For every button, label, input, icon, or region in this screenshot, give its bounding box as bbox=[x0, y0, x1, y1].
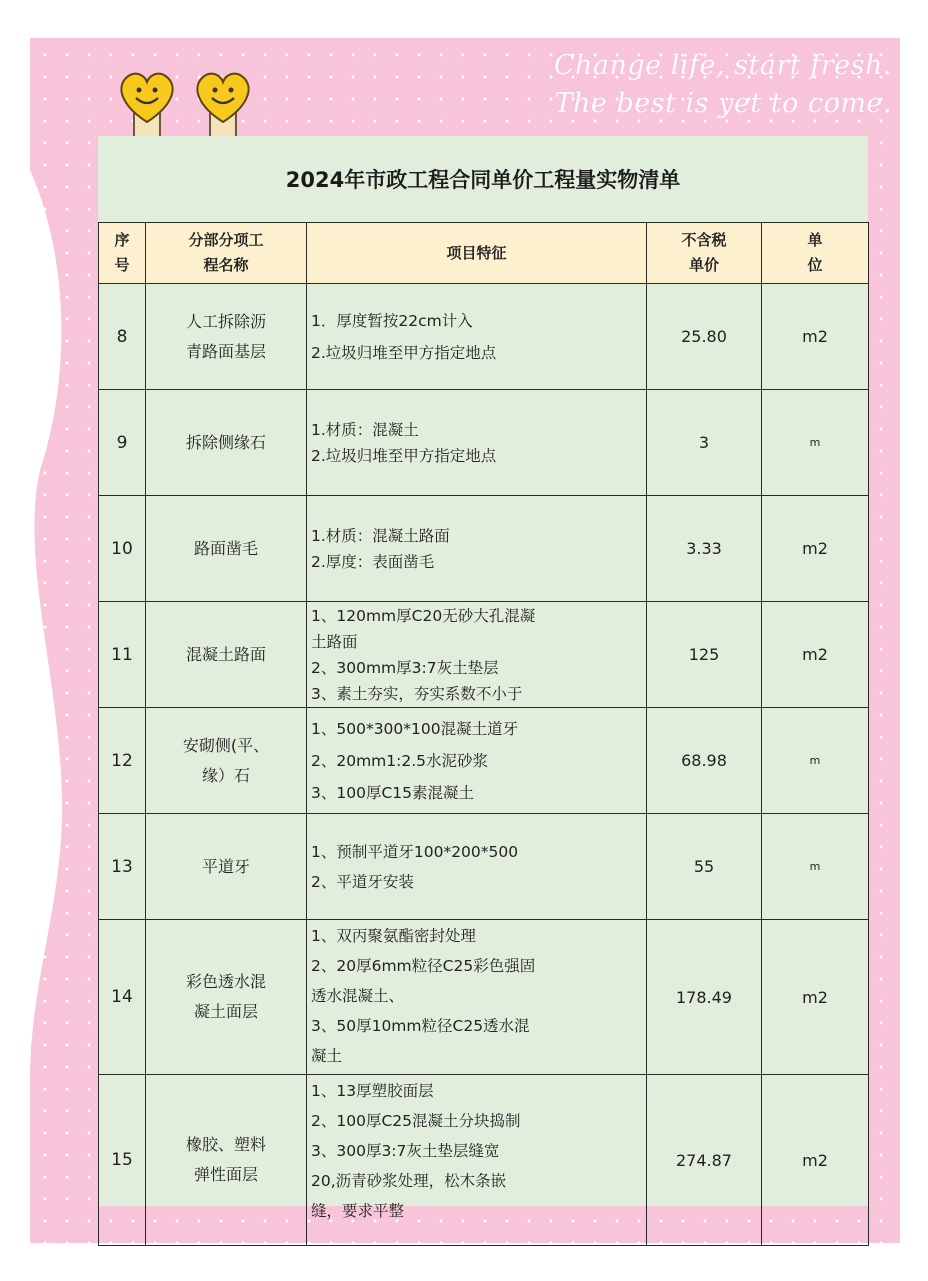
cell-no: 14 bbox=[99, 920, 146, 1075]
header-name-line: 分部分项工 bbox=[188, 231, 264, 249]
name-line: 青路面基层 bbox=[185, 341, 266, 361]
feature-line: 2、100厚C25混凝土分块捣制 bbox=[311, 1112, 521, 1130]
header-price-line: 单价 bbox=[688, 256, 719, 274]
cell-price: 274.87 bbox=[647, 1075, 762, 1246]
name-line: 弹性面层 bbox=[193, 1165, 258, 1184]
feature-line: 2、20厚6mm粒径C25彩色强固 bbox=[311, 957, 536, 975]
table-row bbox=[99, 1075, 869, 1246]
cell-no: 8 bbox=[99, 284, 146, 390]
cell-price: 68.98 bbox=[647, 708, 762, 814]
price-list-sheet bbox=[98, 136, 868, 1220]
feature-line: 2.垃圾归堆至甲方指定地点 bbox=[311, 446, 497, 465]
feature-line: 1．厚度暂按22cm计入 bbox=[311, 311, 473, 330]
smiley-heart-icon bbox=[188, 66, 258, 146]
cell-unit: m2 bbox=[762, 496, 869, 602]
table-row bbox=[99, 284, 869, 390]
cell-feature bbox=[307, 708, 647, 814]
name-line: 缘）石 bbox=[201, 765, 250, 785]
table-row bbox=[99, 814, 869, 920]
feature-line: 1、120mm厚C20无砂大孔混凝 bbox=[311, 606, 536, 625]
feature-line: 2、平道牙安装 bbox=[311, 872, 414, 891]
cell-name bbox=[146, 814, 307, 920]
name-line: 人工拆除沥 bbox=[185, 311, 266, 331]
cell-no: 15 bbox=[99, 1075, 146, 1246]
cell-price: 125 bbox=[647, 602, 762, 708]
cell-name bbox=[146, 496, 307, 602]
cell-no: 9 bbox=[99, 390, 146, 496]
feature-line: 1、500*300*100混凝土道牙 bbox=[311, 719, 519, 738]
feature-line: 3、100厚C15素混凝土 bbox=[311, 783, 474, 802]
name-line: 路面凿毛 bbox=[193, 538, 258, 558]
feature-line: 凝土 bbox=[311, 1047, 343, 1065]
feature-line: 2.厚度：表面凿毛 bbox=[311, 552, 435, 571]
cell-feature bbox=[307, 1075, 647, 1246]
header-name-line: 程名称 bbox=[203, 256, 249, 274]
cell-no: 13 bbox=[99, 814, 146, 920]
cell-unit: m2 bbox=[762, 284, 869, 390]
feature-line: 透水混凝土、 bbox=[311, 987, 405, 1005]
header-no-line: 序 bbox=[114, 231, 130, 249]
table-row bbox=[99, 920, 869, 1075]
feature-line: 缝，要求平整 bbox=[311, 1202, 405, 1220]
name-line: 橡胶、塑料 bbox=[185, 1135, 266, 1154]
name-line: 混凝土路面 bbox=[185, 644, 266, 664]
slogan-line-1: Change life, start fresh. bbox=[553, 50, 892, 81]
name-line: 安砌侧(平、 bbox=[182, 735, 270, 755]
cell-name bbox=[146, 390, 307, 496]
feature-line: 1、双丙聚氨酯密封处理 bbox=[311, 927, 476, 945]
cell-feature bbox=[307, 390, 647, 496]
header-no bbox=[99, 223, 146, 284]
feature-line: 3、素土夯实，夯实系数不小于 bbox=[311, 684, 523, 703]
feature-line: 20,沥青砂浆处理，松木条嵌 bbox=[311, 1172, 507, 1190]
cell-name bbox=[146, 1075, 307, 1246]
cell-unit: m bbox=[762, 708, 869, 814]
header-unit-line: 单 bbox=[807, 231, 823, 249]
cell-name bbox=[146, 284, 307, 390]
cell-no: 11 bbox=[99, 602, 146, 708]
price-table bbox=[98, 222, 869, 1246]
header-unit bbox=[762, 223, 869, 284]
name-line: 平道牙 bbox=[201, 856, 250, 876]
table-row bbox=[99, 602, 869, 708]
cell-feature bbox=[307, 814, 647, 920]
cell-price: 25.80 bbox=[647, 284, 762, 390]
name-line: 凝土面层 bbox=[193, 1002, 258, 1021]
feature-line: 1、13厚塑胶面层 bbox=[311, 1082, 434, 1100]
table-row bbox=[99, 496, 869, 602]
sheet-title: 2024年市政工程合同单价工程量实物清单 bbox=[98, 136, 868, 223]
cell-no: 10 bbox=[99, 496, 146, 602]
feature-line: 2、300mm厚3:7灰土垫层 bbox=[311, 658, 499, 677]
slogan-line-2: The best is yet to come. bbox=[554, 88, 892, 119]
cell-unit: m bbox=[762, 390, 869, 496]
cell-unit: m2 bbox=[762, 920, 869, 1075]
header-unit-line: 位 bbox=[807, 256, 823, 274]
smiley-heart-icon bbox=[112, 66, 182, 146]
header-price bbox=[647, 223, 762, 284]
cell-unit: m2 bbox=[762, 1075, 869, 1246]
header-price-line: 不含税 bbox=[681, 231, 727, 249]
cell-feature bbox=[307, 920, 647, 1075]
cell-price: 3.33 bbox=[647, 496, 762, 602]
feature-line: 1、预制平道牙100*200*500 bbox=[311, 842, 519, 861]
cell-price: 55 bbox=[647, 814, 762, 920]
feature-line: 2、20mm1:2.5水泥砂浆 bbox=[311, 751, 489, 770]
cell-feature bbox=[307, 496, 647, 602]
cell-feature bbox=[307, 284, 647, 390]
table-header-row bbox=[99, 223, 869, 284]
header-no-line: 号 bbox=[114, 256, 130, 274]
name-line: 拆除侧缘石 bbox=[185, 432, 266, 452]
feature-line: 1.材质：混凝土路面 bbox=[311, 526, 450, 545]
feature-line: 1.材质：混凝土 bbox=[311, 420, 419, 439]
feature-line: 土路面 bbox=[311, 632, 358, 651]
cell-unit: m2 bbox=[762, 602, 869, 708]
cell-price: 178.49 bbox=[647, 920, 762, 1075]
cell-no: 12 bbox=[99, 708, 146, 814]
cell-feature bbox=[307, 602, 647, 708]
name-line: 彩色透水混 bbox=[185, 972, 266, 991]
cell-unit: m bbox=[762, 814, 869, 920]
feature-line: 3、300厚3:7灰土垫层缝宽 bbox=[311, 1142, 500, 1160]
cell-name bbox=[146, 602, 307, 708]
header-feature: 项目特征 bbox=[307, 223, 647, 284]
header-name bbox=[146, 223, 307, 284]
wavy-edge-decoration bbox=[0, 0, 100, 1281]
feature-line: 2.垃圾归堆至甲方指定地点 bbox=[311, 343, 497, 362]
table-row bbox=[99, 390, 869, 496]
cell-price: 3 bbox=[647, 390, 762, 496]
cell-name bbox=[146, 708, 307, 814]
feature-line: 3、50厚10mm粒径C25透水混 bbox=[311, 1017, 530, 1035]
cell-name bbox=[146, 920, 307, 1075]
table-row bbox=[99, 708, 869, 814]
